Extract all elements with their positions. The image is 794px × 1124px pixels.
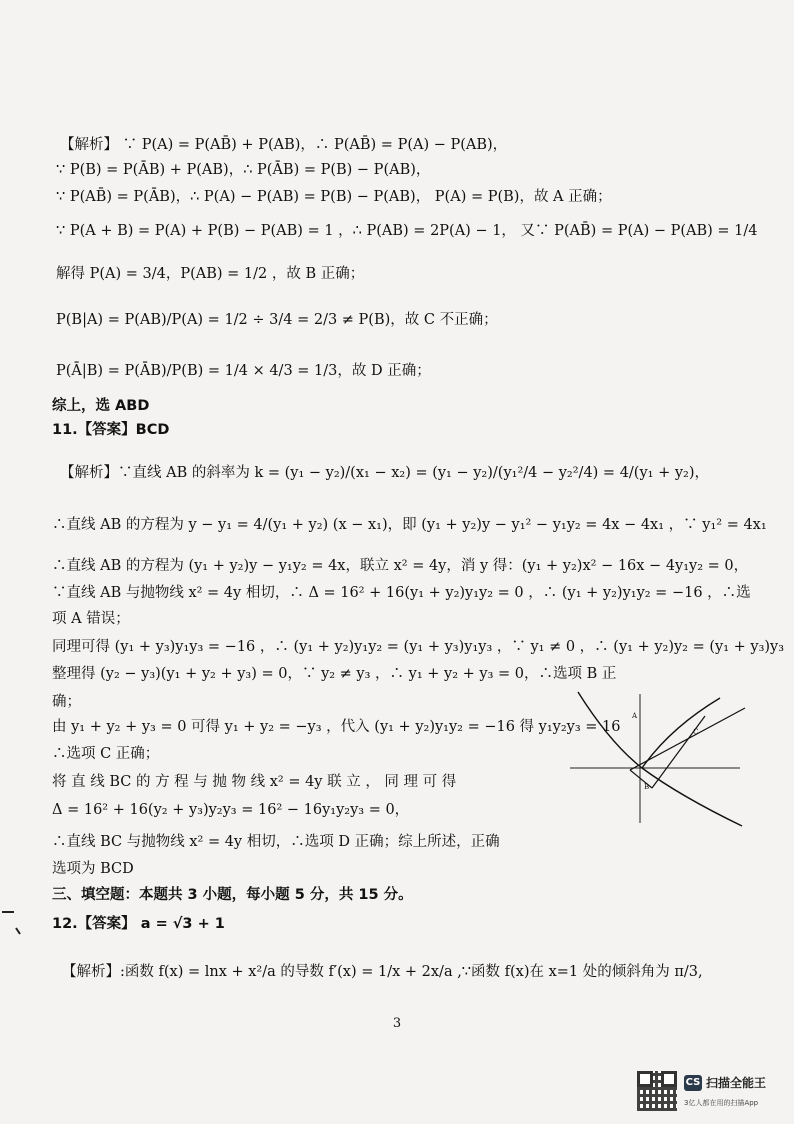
text-line-18: 由 y₁ + y₂ + y₃ = 0 可得 y₁ + y₂ = −y₃ ，代入 (y₁ + y₂)y₁y₂ = −16 得 y₁y₂y₃ = 16 [52,719,621,735]
scan-artifact [0,900,30,940]
text-line-23: 选项为 BCD [52,861,134,877]
text-line-3: ∵ P(AB̄) = P(ĀB)，∴ P(A) − P(AB) = P(B) − P(AB)， P(A) = P(B)，故 A 正确； [56,189,612,205]
scanner-title: 扫描全能王 [706,1076,767,1090]
parabola-figure [570,688,750,828]
text-line-10: 【解析】∵直线 AB 的斜率为 k = (y₁ − y₂)/(x₁ − x₂) = (y₁ − y₂)/(y₁²/4 − y₂²/4) = 4/(y₁ + y₂)， [60,465,709,481]
text-line-6: P(B|A) = P(AB)/P(A) = 1/2 ÷ 3/4 = 2/3 ≠ P(B)，故 C 不正确； [56,312,498,328]
text-line-1: 【解析】 ∵ P(A) = P(AB̄) + P(AB)，∴ P(AB̄) = P(A) − P(AB)， [60,137,508,153]
text-line-11: ∴直线 AB 的方程为 y − y₁ = 4/(y₁ + y₂) (x − x₁)，即 (y₁ + y₂)y − y₁² − y₁y₂ = 4x − 4x₁ ，∵ y₁² = 4x₁ [52,517,767,533]
label-a: A [632,712,638,720]
answer-11: 11.【答案】BCD [52,422,170,438]
text-line-14: 项 A 错误； [52,611,130,627]
label-c: C [693,728,699,736]
page-number: 3 [392,1016,402,1031]
text-line-19: ∴选项 C 正确； [52,746,160,762]
text-line-21: Δ = 16² + 16(y₂ + y₃)y₂y₃ = 16² − 16y₁y₂y₃ = 0， [52,802,410,818]
text-line-22: ∴直线 BC 与抛物线 x² = 4y 相切，∴选项 D 正确；综上所述，正确 [52,834,500,850]
scanner-subtitle: 3亿人都在用的扫描App [684,1099,759,1107]
section-heading: 三、填空题：本题共 3 小题，每小题 5 分，共 15 分。 [52,887,413,903]
text-line-26: 【解析】:函数 f(x) = lnx + x²/a 的导数 f′(x) = 1/x + 2x/a ,∵函数 f(x)在 x=1 处的倾斜角为 π/3, [62,964,703,980]
qr-code [637,1071,677,1111]
text-line-8: 综上，选 ABD [52,398,150,414]
text-line-4: ∵ P(A + B) = P(A) + P(B) − P(AB) = 1 ，∴ P(AB) = 2P(A) − 1， 又∵ P(AB̄) = P(A) − P(AB) = 1/4 [56,223,758,239]
answer-12: 12.【答案】 a = √3 + 1 [52,916,225,932]
text-line-7: P(Ā|B) = P(ĀB)/P(B) = 1/4 × 4/3 = 1/3，故 D 正确； [56,363,431,379]
text-line-16: 整理得 (y₂ − y₃)(y₁ + y₂ + y₃) = 0，∵ y₂ ≠ y₃ ，∴ y₁ + y₂ + y₃ = 0，∴选项 B 正 [52,666,617,682]
text-line-5: 解得 P(A) = 3/4，P(AB) = 1/2 ，故 B 正确； [56,266,365,282]
text-line-12: ∴直线 AB 的方程为 (y₁ + y₂)y − y₁y₂ = 4x，联立 x² = 4y，消 y 得：(y₁ + y₂)x² − 16x − 4y₁y₂ = 0， [52,558,749,574]
camscanner-logo: CS [684,1075,702,1091]
text-line-13: ∵直线 AB 与抛物线 x² = 4y 相切，∴ Δ = 16² + 16(y₁ + y₂)y₁y₂ = 0 ，∴ (y₁ + y₂)y₁y₂ = −16 ，∴选 [52,585,751,601]
text-line-15: 同理可得 (y₁ + y₃)y₁y₃ = −16 ，∴ (y₁ + y₂)y₁y₂ = (y₁ + y₃)y₁y₃ ，∵ y₁ ≠ 0 ，∴ (y₁ + y₂)y₂ = (y₁ + y₃)y₃ [52,639,785,655]
text-line-17: 确； [52,694,81,710]
text-line-20: 将 直 线 BC 的 方 程 与 抛 物 线 x² = 4y 联 立 ， 同 理 可 得 [52,774,457,790]
text-line-2: ∵ P(B) = P(ĀB) + P(AB)，∴ P(ĀB) = P(B) − P(AB)， [56,162,431,178]
label-b: B [644,783,650,791]
